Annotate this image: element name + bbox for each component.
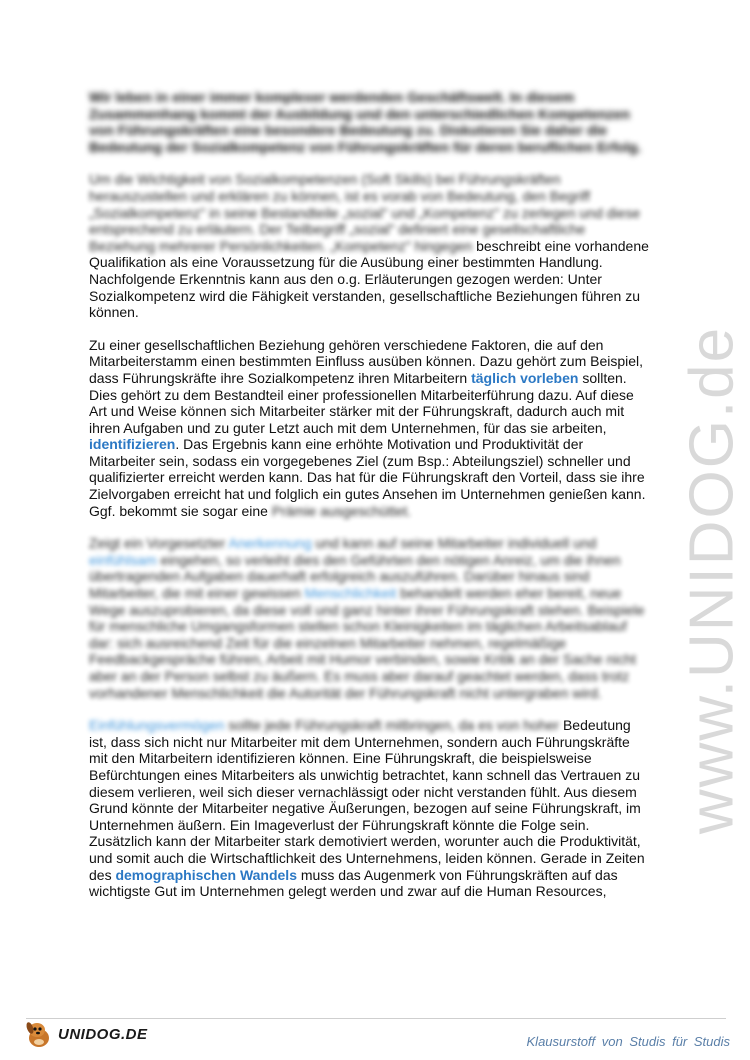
paragraph-2-text-b: sollten. Dies gehört zu dem Bestandteil einer professionellen Mitarbeiterführung dazu. Auf diese Art und Weise können sich Mitarbeiter stärker mit der Führungskraft, dadurch auch mit ihren Aufgaben und zu guter Letzt auch mit dem Unternehmen, für das sie arbeiten, [89, 369, 634, 436]
footer-tagline: Klausurstoff von Studis für Studis [526, 1034, 730, 1049]
logo-text: UNIDOG.DE [58, 1025, 148, 1043]
paragraph-3 [89, 535, 651, 701]
paragraph-3-text-b: und kann auf seine Mitarbeiter individuell und [311, 535, 597, 552]
highlight-taeglich-vorleben: täglich vorleben [471, 369, 579, 386]
paragraph-3-text-c: eingehen, so verleiht dies den Geführten den nötigen Anreiz, um die ihnen übertragenden Aufgaben dauerhaft erfolgreich auszuführen. Darüber hinaus sind Mitarbeiter, die mit einer gewissen [89, 551, 621, 602]
document-body [89, 89, 651, 916]
unidog-logo [22, 1017, 148, 1051]
intro-question: Wir leben in einer immer komplexer werdenden Geschäftswelt. In diesem Zusammenhang kommt der Ausbildung und den unterschiedlichen Kompetenzen von Führungskräften eine besondere Bedeutung zu. Diskutieren Sie daher die Bedeutung der Sozialkompetenz von Führungskräften für deren beruflichen Erfolg. [89, 89, 642, 155]
highlight-demographischen-wandels: demographischen Wandels [115, 866, 297, 883]
paragraph-4-text-b: muss das Augenmerk von Führungskräften auf das wichtigste Gut im Unternehmen gelegt werden und zwar auf die Human Resources, [89, 866, 618, 900]
paragraph-1 [89, 171, 651, 320]
paragraph-4-blurred-start [89, 717, 559, 733]
watermark-text: www.UNIDOG.de [677, 325, 747, 835]
paragraph-4-text-a: Bedeutung ist, dass sich nicht nur Mitarbeiter mit dem Unternehmen, sondern auch Führungskräfte mit den Mitarbeitern identifizieren können. Eine Führungskraft, die beispielsweise Befürchtungen eines Mitarbeiters als unwichtig betrachtet, kann schnell das Vertrauen zu diesem verlieren, weil sich dieser vernachlässigt oder nicht verstanden fühlt. Aus diesem Grund könnte der Mitarbeiter negative Äußerungen, bezogen auf seine Führungskraft, im Unternehmen äußern. Ein Imageverlust der Führungskraft könnte die Folge sein. Zusätzlich kann der Mitarbeiter stark demotiviert werden, worunter auch die Produktivität, und somit auch die Wirtschaftlichkeit des Unternehmens, leiden können. Gerade in Zeiten des [89, 717, 645, 883]
paragraph-1-blurred: Um die Wichtigkeit von Sozialkompetenzen (Soft Skills) bei Führungskräften herauszustellen und erklären zu können, ist es vorab von Bedeutung, den Begriff „Sozialkompetenz" in seine Bestandteile „sozial" und „Kompetenz" zu zerlegen und diese entsprechend zu erläutern. Der Teilbegriff „sozial" definiert eine gesellschaftliche Beziehung mehrerer Persönlichkeiten. „Kompetenz" hingegen [89, 171, 641, 254]
paragraph-2 [89, 337, 651, 520]
highlight-anerkennung: Anerkennung [228, 535, 312, 552]
paragraph-1-clear: beschreibt eine vorhandene Qualifikation als eine Voraussetzung für die Ausübung einer bestimmten Handlung. Nachfolgende Erkenntnis kann aus den o.g. Erläuterungen gezogen werden: Unter Sozialkompetenz wird die Fähigkeit verstanden, gesellschaftliche Beziehungen führen zu können. [89, 237, 649, 321]
paragraph-4 [89, 717, 651, 900]
highlight-einfuehlungsvermoegen: Einfühlungsvermögen [89, 717, 225, 734]
highlight-einfuehlsam: einfühlsam [89, 551, 157, 568]
paragraph-3-text-d: behandelt werden eher bereit, neue Wege auszuprobieren, da diese voll und ganz hinter ihrer Führungskraft stehen. Beispiele für menschliche Umgangsformen stellen schon Kleinigkeiten im täglichen Arbeitsablauf dar: sich ausreichend Zeit für die einzelnen Mitarbeiter nehmen, regelmäßige Feedbackgespräche führen, Arbeit mit Humor verbinden, sowie Kritik an der Sache nicht aber an der Person selbst zu äußern. Es muss aber darauf geachtet werden, dass trotz vorhandener Menschlichkeit die Autorität der Führungskraft nicht untergraben wird. [89, 585, 645, 701]
paragraph-2-blurred: Prämie ausgeschüttet. [271, 502, 412, 519]
paragraph-2-text-a: Zu einer gesellschaftlichen Beziehung gehören verschiedene Faktoren, die auf den Mitarbeiterstamm einen bestimmten Einfluss ausüben können. Dazu gehört zum Beispiel, dass Führungskräfte ihre Sozialkompetenz ihren Mitarbeitern [89, 336, 644, 386]
highlight-identifizieren: identifizieren [89, 436, 176, 453]
paragraph-2-text-c: . Das Ergebnis kann eine erhöhte Motivation und Produktivität der Mitarbeiter sein, sodass ein vorgegebenes Ziel (zum Bsp.: Abteilungsziel) schneller und qualifizierter erreicht werden kann. Das hat für die Führungskraft den Vorteil, dass sie ihre Zielvorgaben erreicht hat und folglich ein gutes Ansehen im Unternehmen genießen kann. Ggf. bekommt sie sogar eine [89, 436, 646, 519]
highlight-menschlichkeit: Menschlichkeit [304, 585, 397, 602]
paragraph-4-blurred-text: sollte jede Führungskraft mitbringen, da es von hoher [224, 717, 560, 734]
dog-icon [22, 1017, 56, 1051]
paragraph-3-text-a: Zeigt ein Vorgesetzter [89, 535, 229, 552]
